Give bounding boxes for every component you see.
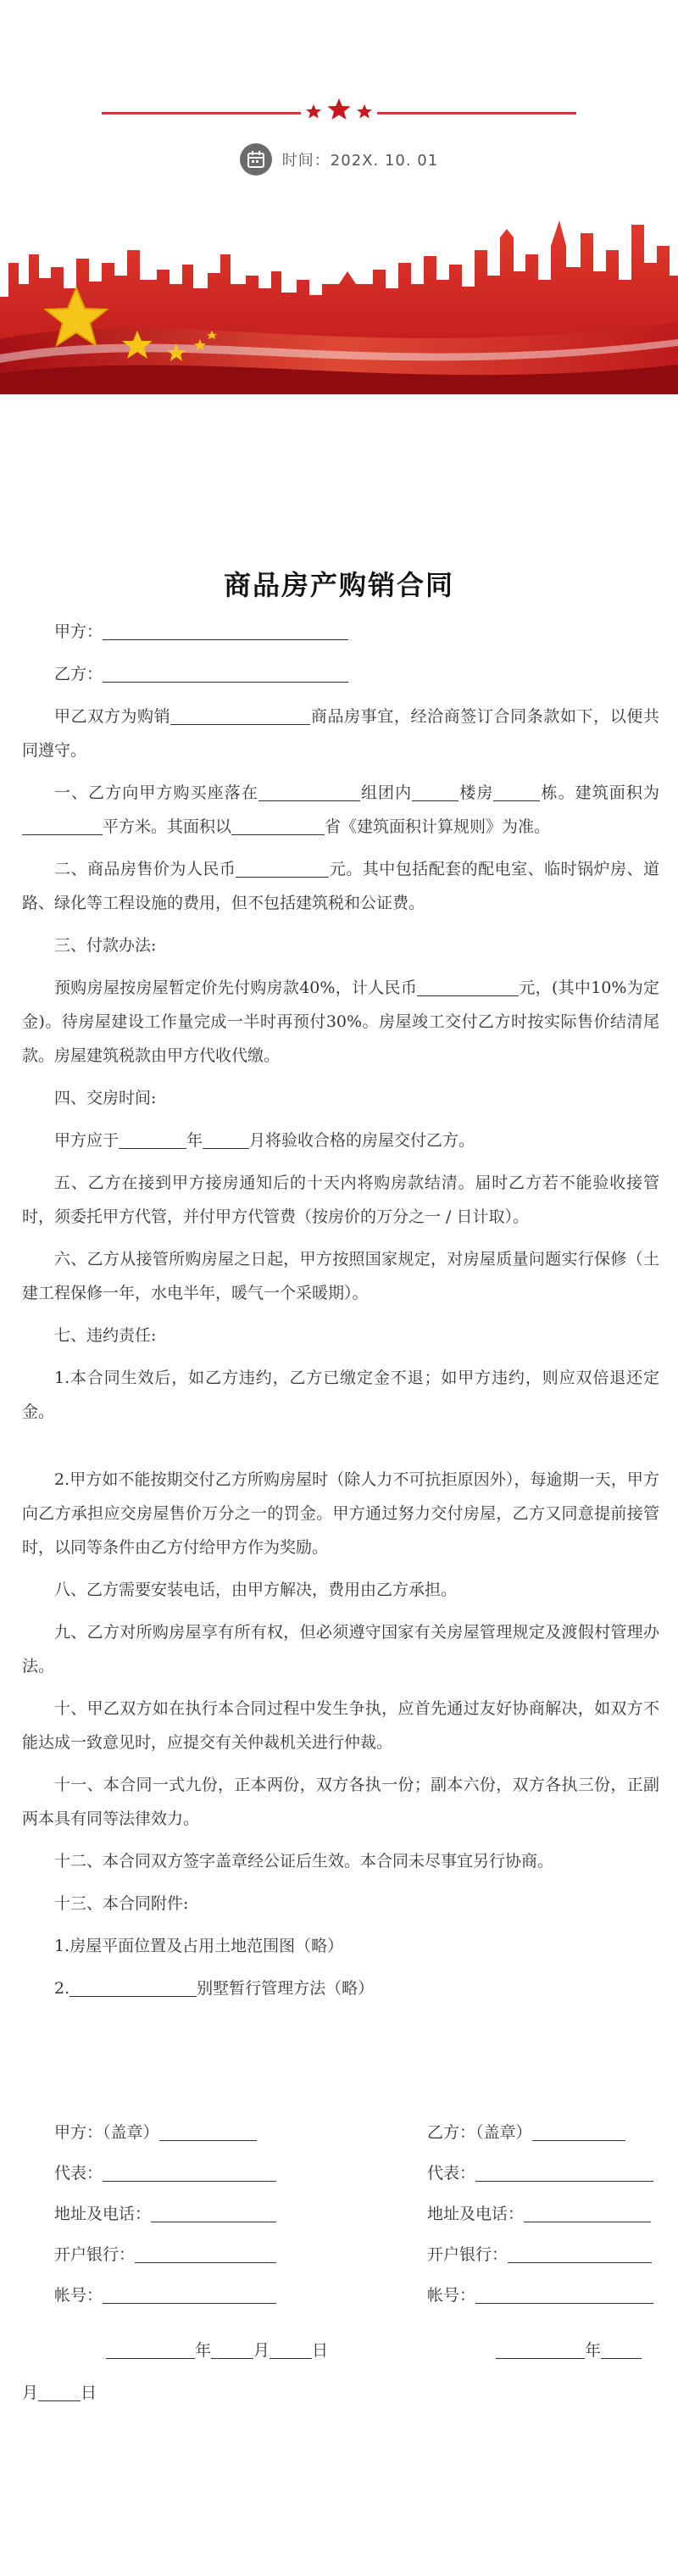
contract-body [22,615,659,2014]
clause-4-body: 甲方应于 年 月将验收合格的房屋交付乙方。 [22,1124,659,1157]
clause-13-item-1: 1.房屋平面位置及占用土地范围图（略） [54,1937,344,1955]
clause-9: 九、乙方对所购房屋享有所有权，但必须遵守国家有关房屋管理规定及渡假村管理办法。 [22,1623,659,1676]
time-label: 时间：202X. 10. 01 [281,152,439,170]
clause-4-title: 四、交房时间: [54,1089,157,1107]
party-b-seal-label: 乙方：（盖章） [427,2123,532,2142]
clause-13-item-2: 2. 别墅暂行管理方法（略） [22,1971,659,2005]
calendar-icon [240,143,272,176]
clause-13-title: 十三、本合同附件: [54,1894,189,1913]
clause-11: 十一、本合同一式九份，正本两份，双方各执一份；副本六份，双方各执三份，正副两本具有同等法律效力。 [22,1776,659,1828]
party-a-seal-label: 甲方：（盖章） [54,2123,159,2142]
party-b-blank [103,660,348,683]
page-title: 商品房产购销合同 [223,569,454,601]
time-row [0,142,678,176]
party-b-account-label: 帐号： [427,2286,476,2305]
signature-date-row: 年 月 日 年 [0,2336,678,2370]
party-a-bank-label: 开户银行： [54,2245,136,2264]
city-skyline-banner [0,204,678,394]
intro-paragraph: 甲乙双方为购销 商品房事宜，经洽商签订合同条款如下，以便共同遵守。 [22,700,659,767]
clause-7-item-1: 1.本合同生效后，如乙方违约，乙方已缴定金不退；如甲方违约，则应双倍退还定金。 [22,1369,659,1421]
header-rule-right [377,112,576,114]
clause-7-item-2: 2.甲方如不能按期交付乙方所购房屋时（除人力不可抗拒原因外），每逾期一天，甲方向乙方承担应交房屋售价万分之一的罚金。甲方通过努力交付房屋，乙方又同意提前接管时，以同等条件由乙方付给甲方作为奖励。 [22,1470,659,1557]
signature-row-party [54,2118,664,2159]
signature-row-addr [54,2200,664,2240]
signature-row-rep [54,2159,664,2200]
clause-3-title: 三、付款办法: [54,936,157,955]
clause-6: 六、乙方从接管所购房屋之日起，甲方按照国家规定，对房屋质量问题实行保修（土建工程保修一年，水电半年，暖气一个采暖期）。 [22,1250,659,1302]
party-b-bank-label: 开户银行： [427,2245,508,2264]
party-b-rep-label: 代表： [427,2164,476,2183]
party-a-blank [103,617,348,640]
signature-block [54,2118,664,2322]
header-stars-icon [301,95,377,129]
clause-2: 二、商品房售价为人民币 元。其中包括配套的配电室、临时锅炉房、道路、绿化等工程设施的费用，但不包括建筑税和公证费。 [22,852,659,920]
clause-3-body: 预购房屋按房屋暂定价先付购房款40%，计人民币 元，(其中10%为定金)。待房屋建设工作量完成一半时再预付30%。房屋竣工交付乙方时按实际售价结清尾款。房屋建筑税款由甲方代收代缴。 [22,971,659,1073]
clause-8: 八、乙方需要安装电话，由甲方解决，费用由乙方承担。 [54,1581,458,1599]
clause-5: 五、乙方在接到甲方接房通知后的十天内将购房款结清。届时乙方若不能验收接管时，须委托甲方代管，并付甲方代管费（按房价的万分之一 / 日计取）。 [22,1174,659,1226]
header-rule-left [102,112,301,114]
party-b-addr-label: 地址及电话： [427,2205,525,2223]
party-a-addr-label: 地址及电话： [54,2205,152,2223]
clause-7-title: 七、违约责任: [54,1326,157,1345]
clause-10: 十、甲乙双方如在执行本合同过程中发生争执，应首先通过友好协商解决，如双方不能达成一致意见时，应提交有关仲裁机关进行仲裁。 [22,1699,659,1752]
clause-1: 一、乙方向甲方购买座落在 组团内 楼房 栋。建筑面积为平方米。其面积以 省《建筑面积计算规则》为准。 [22,776,659,844]
party-b-line: 乙方： [22,657,659,691]
signature-date-row-continued: 月 日 [22,2378,97,2403]
signature-row-bank [54,2240,664,2281]
header [0,0,678,399]
signature-row-account [54,2281,664,2322]
clause-12: 十二、本合同双方签字盖章经公证后生效。本合同未尽事宜另行协商。 [54,1852,554,1871]
party-a-account-label: 帐号： [54,2286,103,2305]
party-a-line: 甲方： [22,615,659,649]
party-a-rep-label: 代表： [54,2164,103,2183]
